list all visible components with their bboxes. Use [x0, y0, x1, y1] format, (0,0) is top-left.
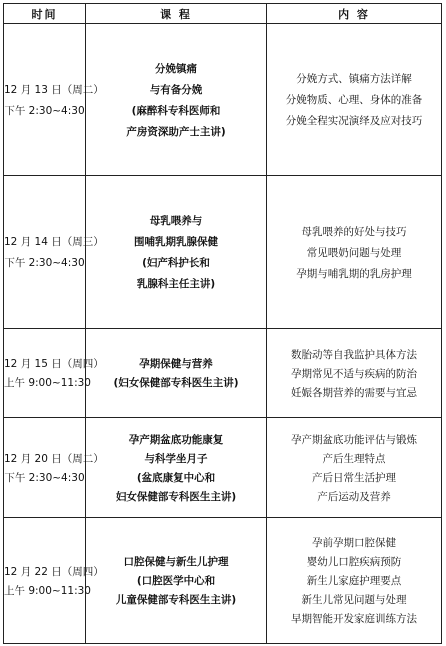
time-text: 下午 2:30~4:30 — [4, 471, 85, 484]
course-cell — [86, 329, 267, 418]
content-line: 产后生理特点 — [322, 452, 386, 465]
content-line: 孕产期盆底功能评估与锻炼 — [291, 433, 417, 446]
content-line: 婴幼儿口腔疾病预防 — [306, 556, 402, 568]
time-cell — [4, 329, 104, 418]
content-line: 分娩全程实况演绎及应对技巧 — [285, 115, 423, 127]
course-line: 产房资深助产士主讲) — [126, 125, 226, 138]
time-cell — [4, 418, 104, 518]
course-line: 乳腺科主任主讲) — [136, 278, 216, 290]
course-line: 孕期保健与营养 — [139, 358, 213, 370]
time-text: 下午 2:30~4:30 — [4, 257, 85, 269]
header-row — [4, 4, 442, 24]
date-text: 12 月 15 日（周四） — [4, 358, 104, 370]
course-line: 妇女保健部专科医生主讲) — [115, 490, 237, 503]
course-cell — [86, 418, 267, 518]
course-cell — [86, 518, 267, 644]
time-cell — [4, 518, 104, 644]
header-content: 内 容 — [267, 4, 442, 24]
content-line: 母乳喂养的好处与技巧 — [301, 225, 407, 238]
date-text: 12 月 20 日（周二） — [4, 452, 104, 465]
content-cell — [267, 418, 442, 518]
table-row — [4, 418, 442, 518]
time-text: 下午 2:30~4:30 — [4, 104, 85, 117]
content-line: 常见喂奶问题与处理 — [306, 246, 402, 259]
table-row — [4, 329, 442, 418]
content-line: 新生儿家庭护理要点 — [306, 575, 402, 587]
content-cell — [267, 176, 442, 329]
course-line: 母乳喂养与 — [149, 215, 203, 227]
content-line: 分娩物质、心理、身体的准备 — [285, 94, 423, 106]
table-row — [4, 518, 442, 644]
content-line: 数胎动等自我监护具体方法 — [291, 348, 417, 361]
time-cell — [4, 176, 104, 329]
course-line: 围哺乳期乳腺保健 — [134, 236, 218, 248]
content-line: 新生儿常见问题与处理 — [301, 594, 407, 606]
course-line: 与科学坐月子 — [144, 452, 208, 465]
content-cell — [267, 24, 442, 176]
content-line: 早期智能开发家庭训练方法 — [291, 613, 417, 625]
course-line: 口腔保健与新生儿护理 — [123, 556, 229, 568]
course-line: 与有备分娩 — [149, 83, 203, 96]
content-line: 孕期常见不适与疾病的防治 — [291, 367, 417, 380]
table-row — [4, 176, 442, 329]
course-schedule-table — [3, 3, 442, 644]
course-cell — [86, 176, 267, 329]
date-text: 12 月 14 日（周三） — [4, 236, 104, 248]
header-course: 课 程 — [86, 4, 267, 24]
course-line: (口腔医学中心和 — [136, 575, 216, 587]
content-line: 产后日常生活护理 — [312, 471, 396, 484]
time-text: 上午 9:00~11:30 — [4, 377, 91, 389]
course-line: (麻醉科专科医师和 — [131, 104, 221, 117]
content-cell — [267, 518, 442, 644]
content-line: 孕前孕期口腔保健 — [312, 537, 396, 549]
content-cell — [267, 329, 442, 418]
content-line: 分娩方式、镇痛方法详解 — [296, 73, 412, 85]
time-cell — [4, 24, 104, 176]
course-line: (妇产科护长和 — [142, 257, 210, 269]
date-text: 12 月 13 日（周二） — [4, 83, 104, 96]
header-time: 时间 — [4, 4, 86, 24]
content-line: 妊娠各期营养的需要与宜忌 — [291, 386, 417, 399]
course-line: (盆底康复中心和 — [136, 471, 216, 484]
table-row — [4, 24, 442, 176]
course-cell — [86, 24, 267, 176]
course-line: 儿童保健部专科医生主讲) — [115, 594, 237, 606]
course-line: 分娩镇痛 — [155, 62, 197, 75]
course-line: 孕产期盆底功能康复 — [128, 433, 224, 446]
date-text: 12 月 22 日（周四） — [4, 565, 104, 578]
time-text: 上午 9:00~11:30 — [4, 584, 91, 597]
content-line: 产后运动及营养 — [317, 490, 391, 503]
content-line: 孕期与哺乳期的乳房护理 — [296, 267, 412, 280]
course-line: (妇女保健部专科医生主讲) — [113, 377, 239, 389]
